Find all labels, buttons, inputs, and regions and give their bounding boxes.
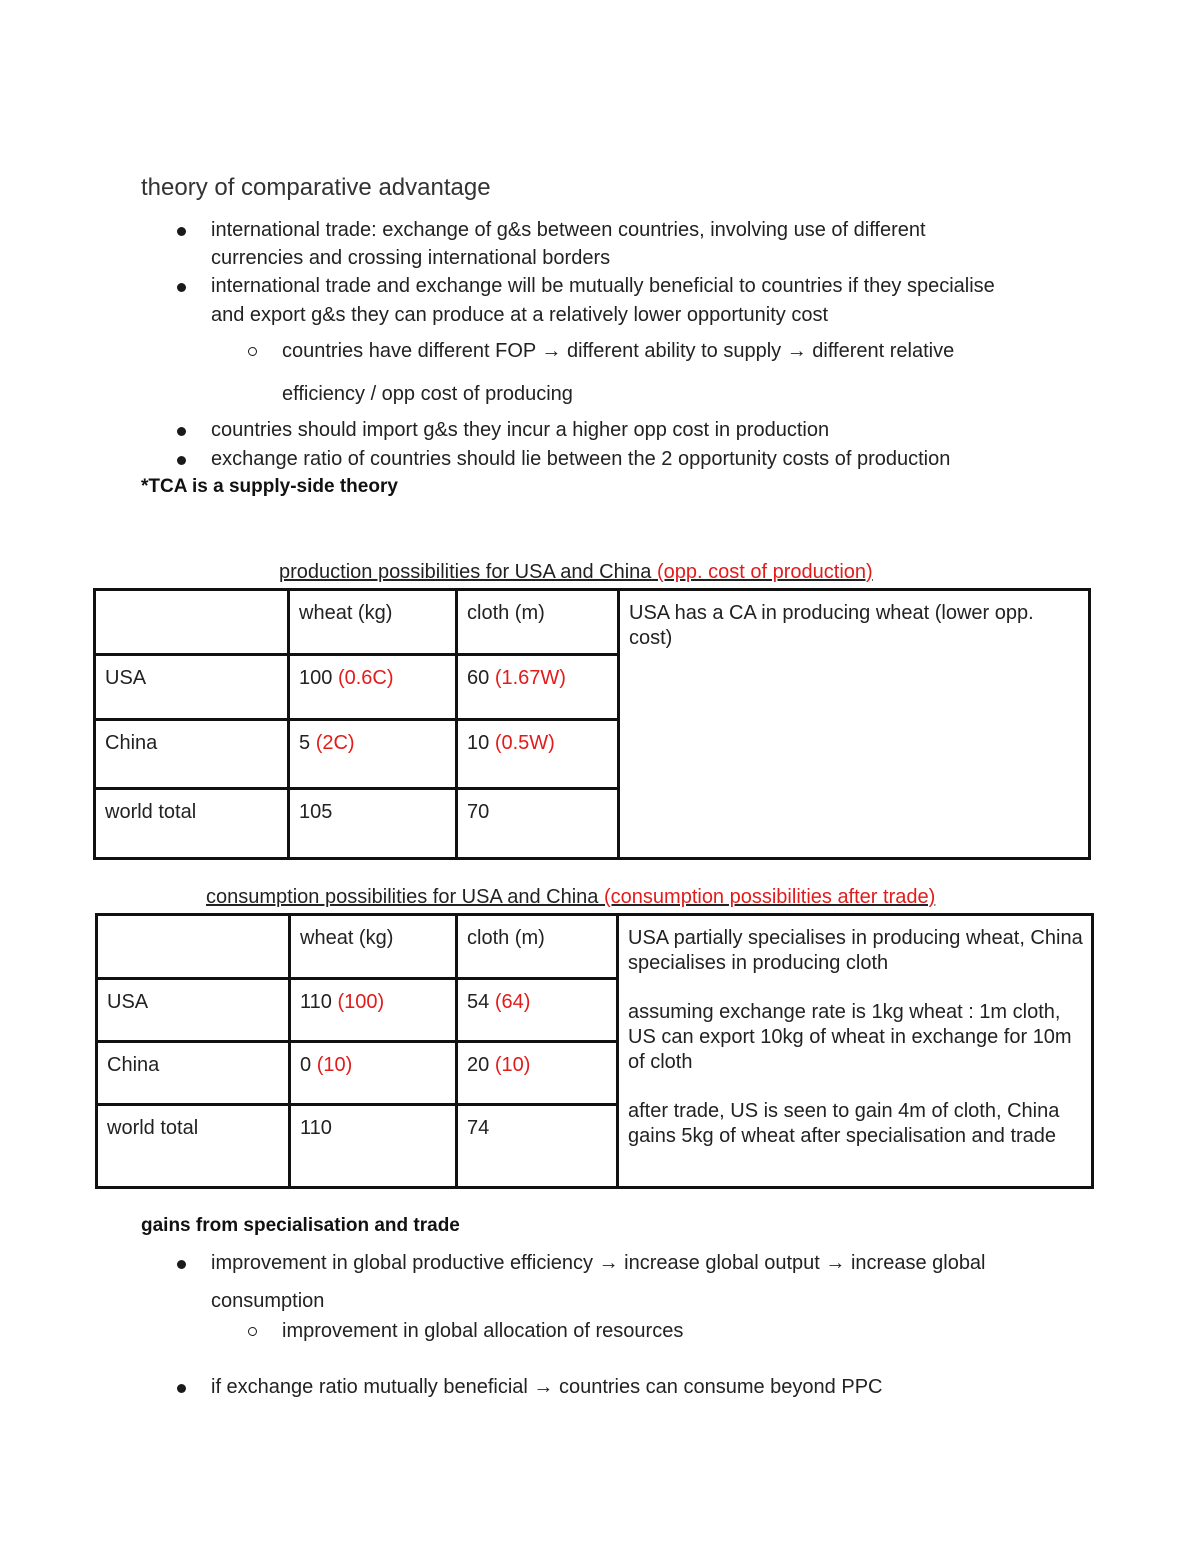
sub-bullet-text: countries have different FOP → different ability to supply → different relative [282,340,955,362]
header-cell: wheat (kg) [290,915,457,979]
side-note-paragraph: assuming exchange rate is 1kg wheat : 1m cloth, US can export 10kg of wheat in exchange for 10m of cloth [628,1001,1072,1073]
consumption-table [95,913,1094,1189]
sub-bullet-icon [248,1327,257,1336]
header-cell [97,915,290,979]
table-cell: 60 (1.67W) [457,655,619,720]
header-cell: cloth (m) [457,590,619,655]
row-label: USA [95,655,289,720]
gains-heading: gains from specialisation and trade [141,1215,460,1236]
bullet-text: exchange ratio of countries should lie between the 2 opportunity costs of production [211,448,951,470]
production-caption [279,561,873,584]
tca-note: *TCA is a supply-side theory [141,476,398,497]
consumption-side-note [618,915,1093,1188]
table-header-row [97,915,1093,979]
table-cell: 74 [457,1105,618,1188]
table-cell: 20 (10) [457,1042,618,1105]
bullet-icon [177,427,186,436]
bullet-icon [177,1384,186,1393]
header-cell [95,590,289,655]
row-label: USA [97,979,290,1042]
table-header-row [95,590,1090,655]
row-label: China [95,720,289,789]
side-note-paragraph: USA partially specialises in producing wheat, China specialises in producing cloth [628,927,1083,974]
table-cell: 54 (64) [457,979,618,1042]
table-cell: 110 [290,1105,457,1188]
row-label: world total [97,1105,290,1188]
production-caption-red: (opp. cost of production) [657,561,873,583]
table-cell: 70 [457,789,619,859]
table-cell: 5 (2C) [289,720,457,789]
production-side-note: USA has a CA in producing wheat (lower opp. cost) [619,590,1090,859]
bullet-icon [177,283,186,292]
bullet-text: currencies and crossing international borders [211,247,611,269]
bullet-text: improvement in global productive efficiency → increase global output → increase global [211,1252,986,1274]
bullet-text: and export g&s they can produce at a relatively lower opportunity cost [211,304,829,326]
side-note-paragraph: after trade, US is seen to gain 4m of cloth, China gains 5kg of wheat after specialisation and trade [628,1100,1060,1147]
sub-bullet-text: efficiency / opp cost of producing [282,383,573,405]
row-label: China [97,1042,290,1105]
table-cell: 0 (10) [290,1042,457,1105]
bullet-icon [177,456,186,465]
table-cell: 110 (100) [290,979,457,1042]
table-cell: 105 [289,789,457,859]
consumption-caption-red: (consumption possibilities after trade) [604,886,936,908]
header-cell: wheat (kg) [289,590,457,655]
bullet-text: consumption [211,1290,325,1312]
production-table [93,588,1091,860]
table-cell: 100 (0.6C) [289,655,457,720]
header-cell: cloth (m) [457,915,618,979]
table-cell: 10 (0.5W) [457,720,619,789]
bullet-text: international trade: exchange of g&s between countries, involving use of different [211,219,926,241]
page-title: theory of comparative advantage [141,174,491,201]
bullet-text: countries should import g&s they incur a higher opp cost in production [211,419,830,441]
bullet-text: international trade and exchange will be mutually beneficial to countries if they specialise [211,275,995,297]
bullet-text: if exchange ratio mutually beneficial → countries can consume beyond PPC [211,1376,883,1398]
sub-bullet-text: improvement in global allocation of resources [282,1320,684,1342]
row-label: world total [95,789,289,859]
bullet-icon [177,1260,186,1269]
consumption-caption [206,886,935,909]
consumption-caption-text: consumption possibilities for USA and China [206,886,599,908]
sub-bullet-icon [248,347,257,356]
bullet-icon [177,227,186,236]
production-caption-text: production possibilities for USA and China [279,561,652,583]
